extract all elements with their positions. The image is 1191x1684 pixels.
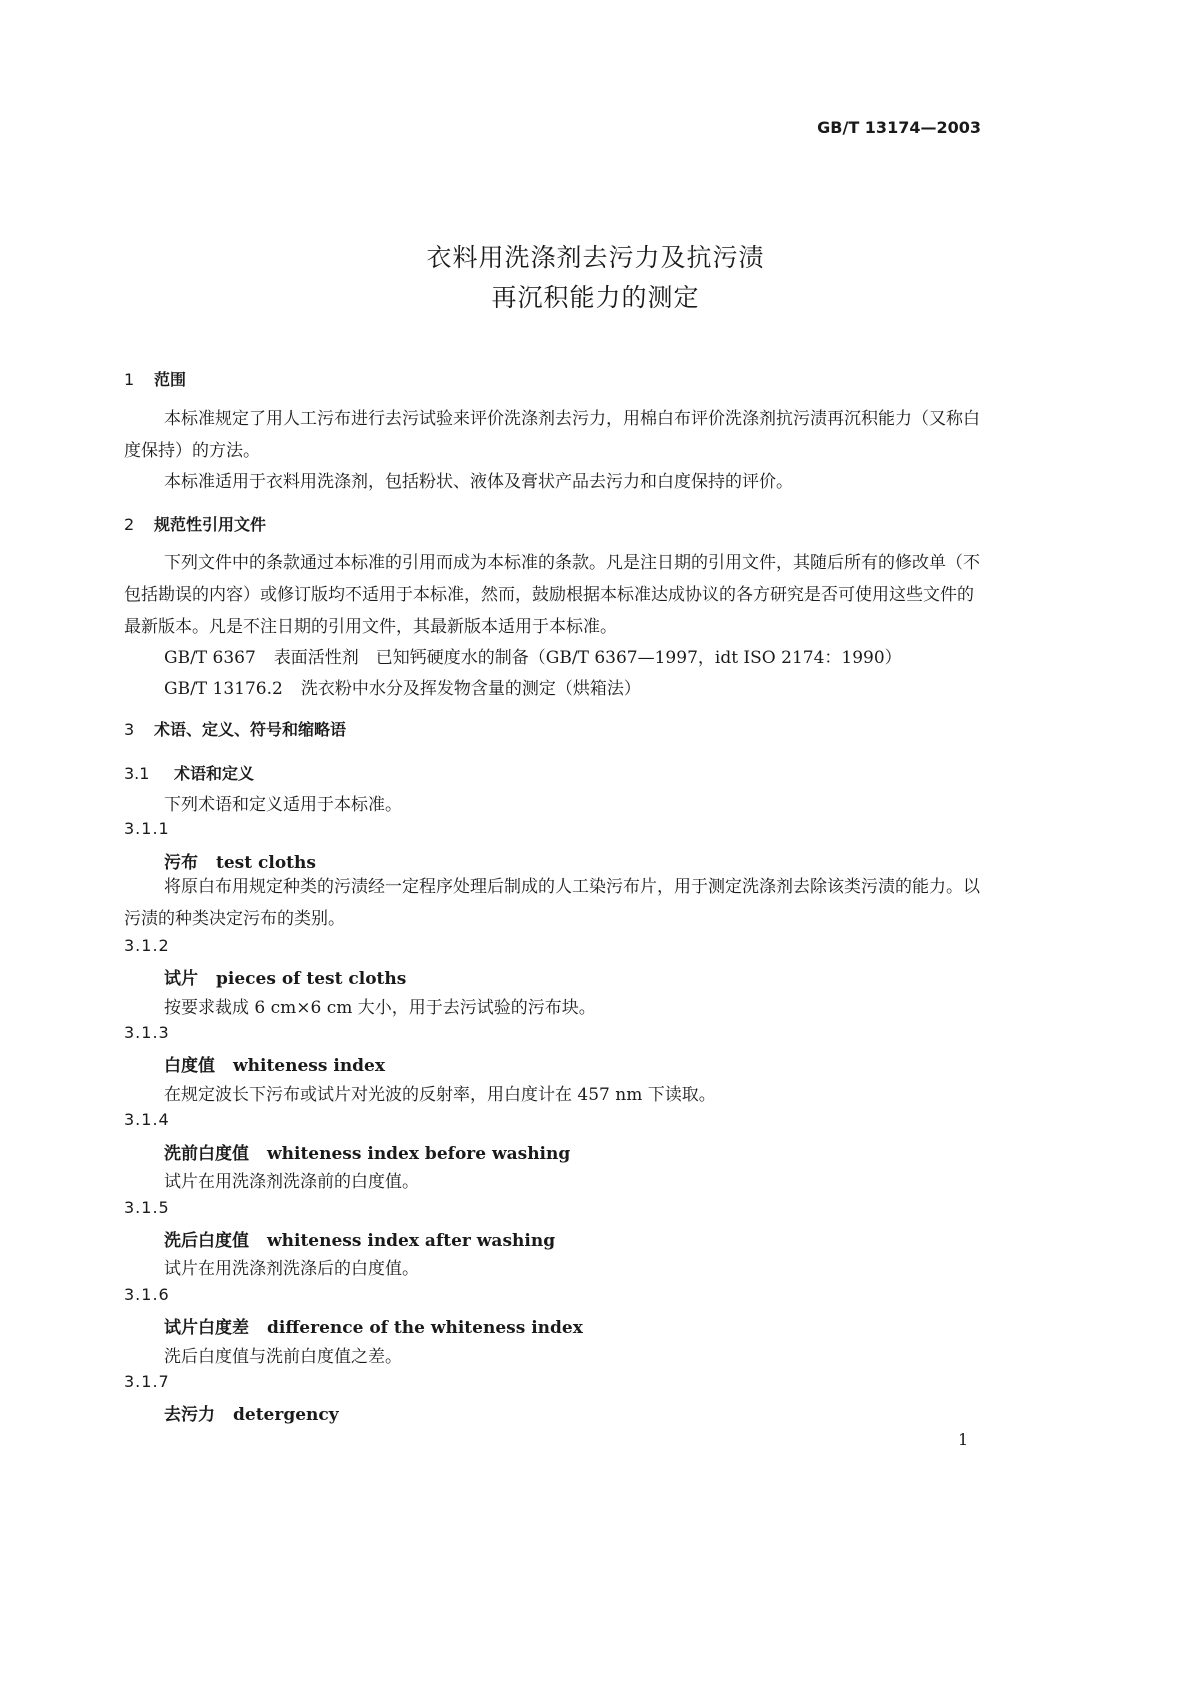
reference-code: GB/T 6367	[164, 648, 256, 668]
term-en: pieces of test cloths	[216, 969, 407, 989]
subsection-3-1-intro: 下列术语和定义适用于本标准。	[164, 795, 402, 815]
term-definition: 试片在用洗涤剂洗涤前的白度值。	[164, 1172, 419, 1192]
term-en: test cloths	[216, 853, 316, 873]
term-heading	[164, 1051, 385, 1076]
section-2-paragraph: 下列文件中的条款通过本标准的引用而成为本标准的条款。凡是注日期的引用文件，其随后所有的修改单（不包括勘误的内容）或修订版均不适用于本标准，然而，鼓励根据本标准达成协议的各方研究是否可使用这些文件的最新版本。凡是不注日期的引用文件，其最新版本适用于本标准。	[124, 553, 980, 637]
term-en: whiteness index	[233, 1056, 386, 1076]
section-title: 术语、定义、符号和缩略语	[154, 720, 347, 739]
term-number: 3.1.7	[124, 1372, 170, 1391]
section-title: 规范性引用文件	[154, 515, 267, 534]
section-3-heading	[124, 717, 346, 740]
section-1-heading	[124, 367, 186, 390]
term-heading	[164, 1400, 339, 1425]
subsection-3-1-heading	[124, 761, 254, 784]
section-title: 术语和定义	[174, 764, 255, 783]
term-zh: 白度值	[164, 1056, 215, 1076]
term-en: whiteness index before washing	[267, 1144, 571, 1164]
term-en: whiteness index after washing	[267, 1231, 556, 1251]
term-heading	[164, 964, 406, 989]
term-definition: 在规定波长下污布或试片对光波的反射率，用白度计在 457 nm 下读取。	[164, 1085, 716, 1105]
section-number: 3	[124, 720, 135, 739]
term-zh: 污布	[164, 853, 198, 873]
term-zh: 洗后白度值	[164, 1231, 249, 1251]
term-definition: 将原白布用规定种类的污渍经一定程序处理后制成的人工染污布片，用于测定洗涤剂去除该类污渍的能力。以污渍的种类决定污布的类别。	[124, 877, 980, 929]
term-number: 3.1.1	[124, 819, 170, 838]
section-1-paragraph-1: 本标准规定了用人工污布进行去污试验来评价洗涤剂去污力，用棉白布评价洗涤剂抗污渍再沉积能力（又称白度保持）的方法。	[124, 409, 980, 461]
term-heading	[164, 1313, 583, 1338]
term-en: difference of the whiteness index	[267, 1318, 583, 1338]
section-number: 2	[124, 515, 135, 534]
section-number: 3.1	[124, 764, 150, 783]
term-en: detergency	[233, 1405, 339, 1425]
term-zh: 去污力	[164, 1405, 215, 1425]
term-zh: 试片	[164, 969, 198, 989]
term-number: 3.1.5	[124, 1198, 170, 1217]
reference-1	[164, 643, 902, 668]
section-number: 1	[124, 370, 135, 389]
reference-code: GB/T 13176.2	[164, 679, 283, 699]
reference-title: 表面活性剂 已知钙硬度水的制备（GB/T 6367—1997，idt ISO 2174：1990）	[273, 648, 902, 668]
document-title-line1: 衣料用洗涤剂去污力及抗污渍	[426, 243, 765, 272]
term-number: 3.1.6	[124, 1285, 170, 1304]
reference-title: 洗衣粉中水分及挥发物含量的测定（烘箱法）	[300, 679, 641, 699]
term-number: 3.1.2	[124, 936, 170, 955]
term-heading	[164, 848, 316, 873]
term-definition: 试片在用洗涤剂洗涤后的白度值。	[164, 1259, 419, 1279]
section-1-paragraph-2: 本标准适用于衣料用洗涤剂，包括粉状、液体及膏状产品去污力和白度保持的评价。	[164, 472, 793, 492]
term-heading	[164, 1139, 570, 1164]
term-heading	[164, 1226, 555, 1251]
term-definition: 洗后白度值与洗前白度值之差。	[164, 1347, 402, 1367]
document-title-line2: 再沉积能力的测定	[491, 283, 700, 312]
term-zh: 试片白度差	[164, 1318, 249, 1338]
page-number: 1	[958, 1430, 969, 1449]
section-title: 范围	[154, 370, 187, 389]
term-zh: 洗前白度值	[164, 1144, 249, 1164]
reference-2	[164, 674, 641, 699]
term-number: 3.1.4	[124, 1110, 170, 1129]
section-2-heading	[124, 512, 266, 535]
standard-code: GB/T 13174—2003	[817, 118, 981, 137]
term-definition: 按要求裁成 6 cm×6 cm 大小，用于去污试验的污布块。	[164, 998, 596, 1018]
term-number: 3.1.3	[124, 1023, 170, 1042]
